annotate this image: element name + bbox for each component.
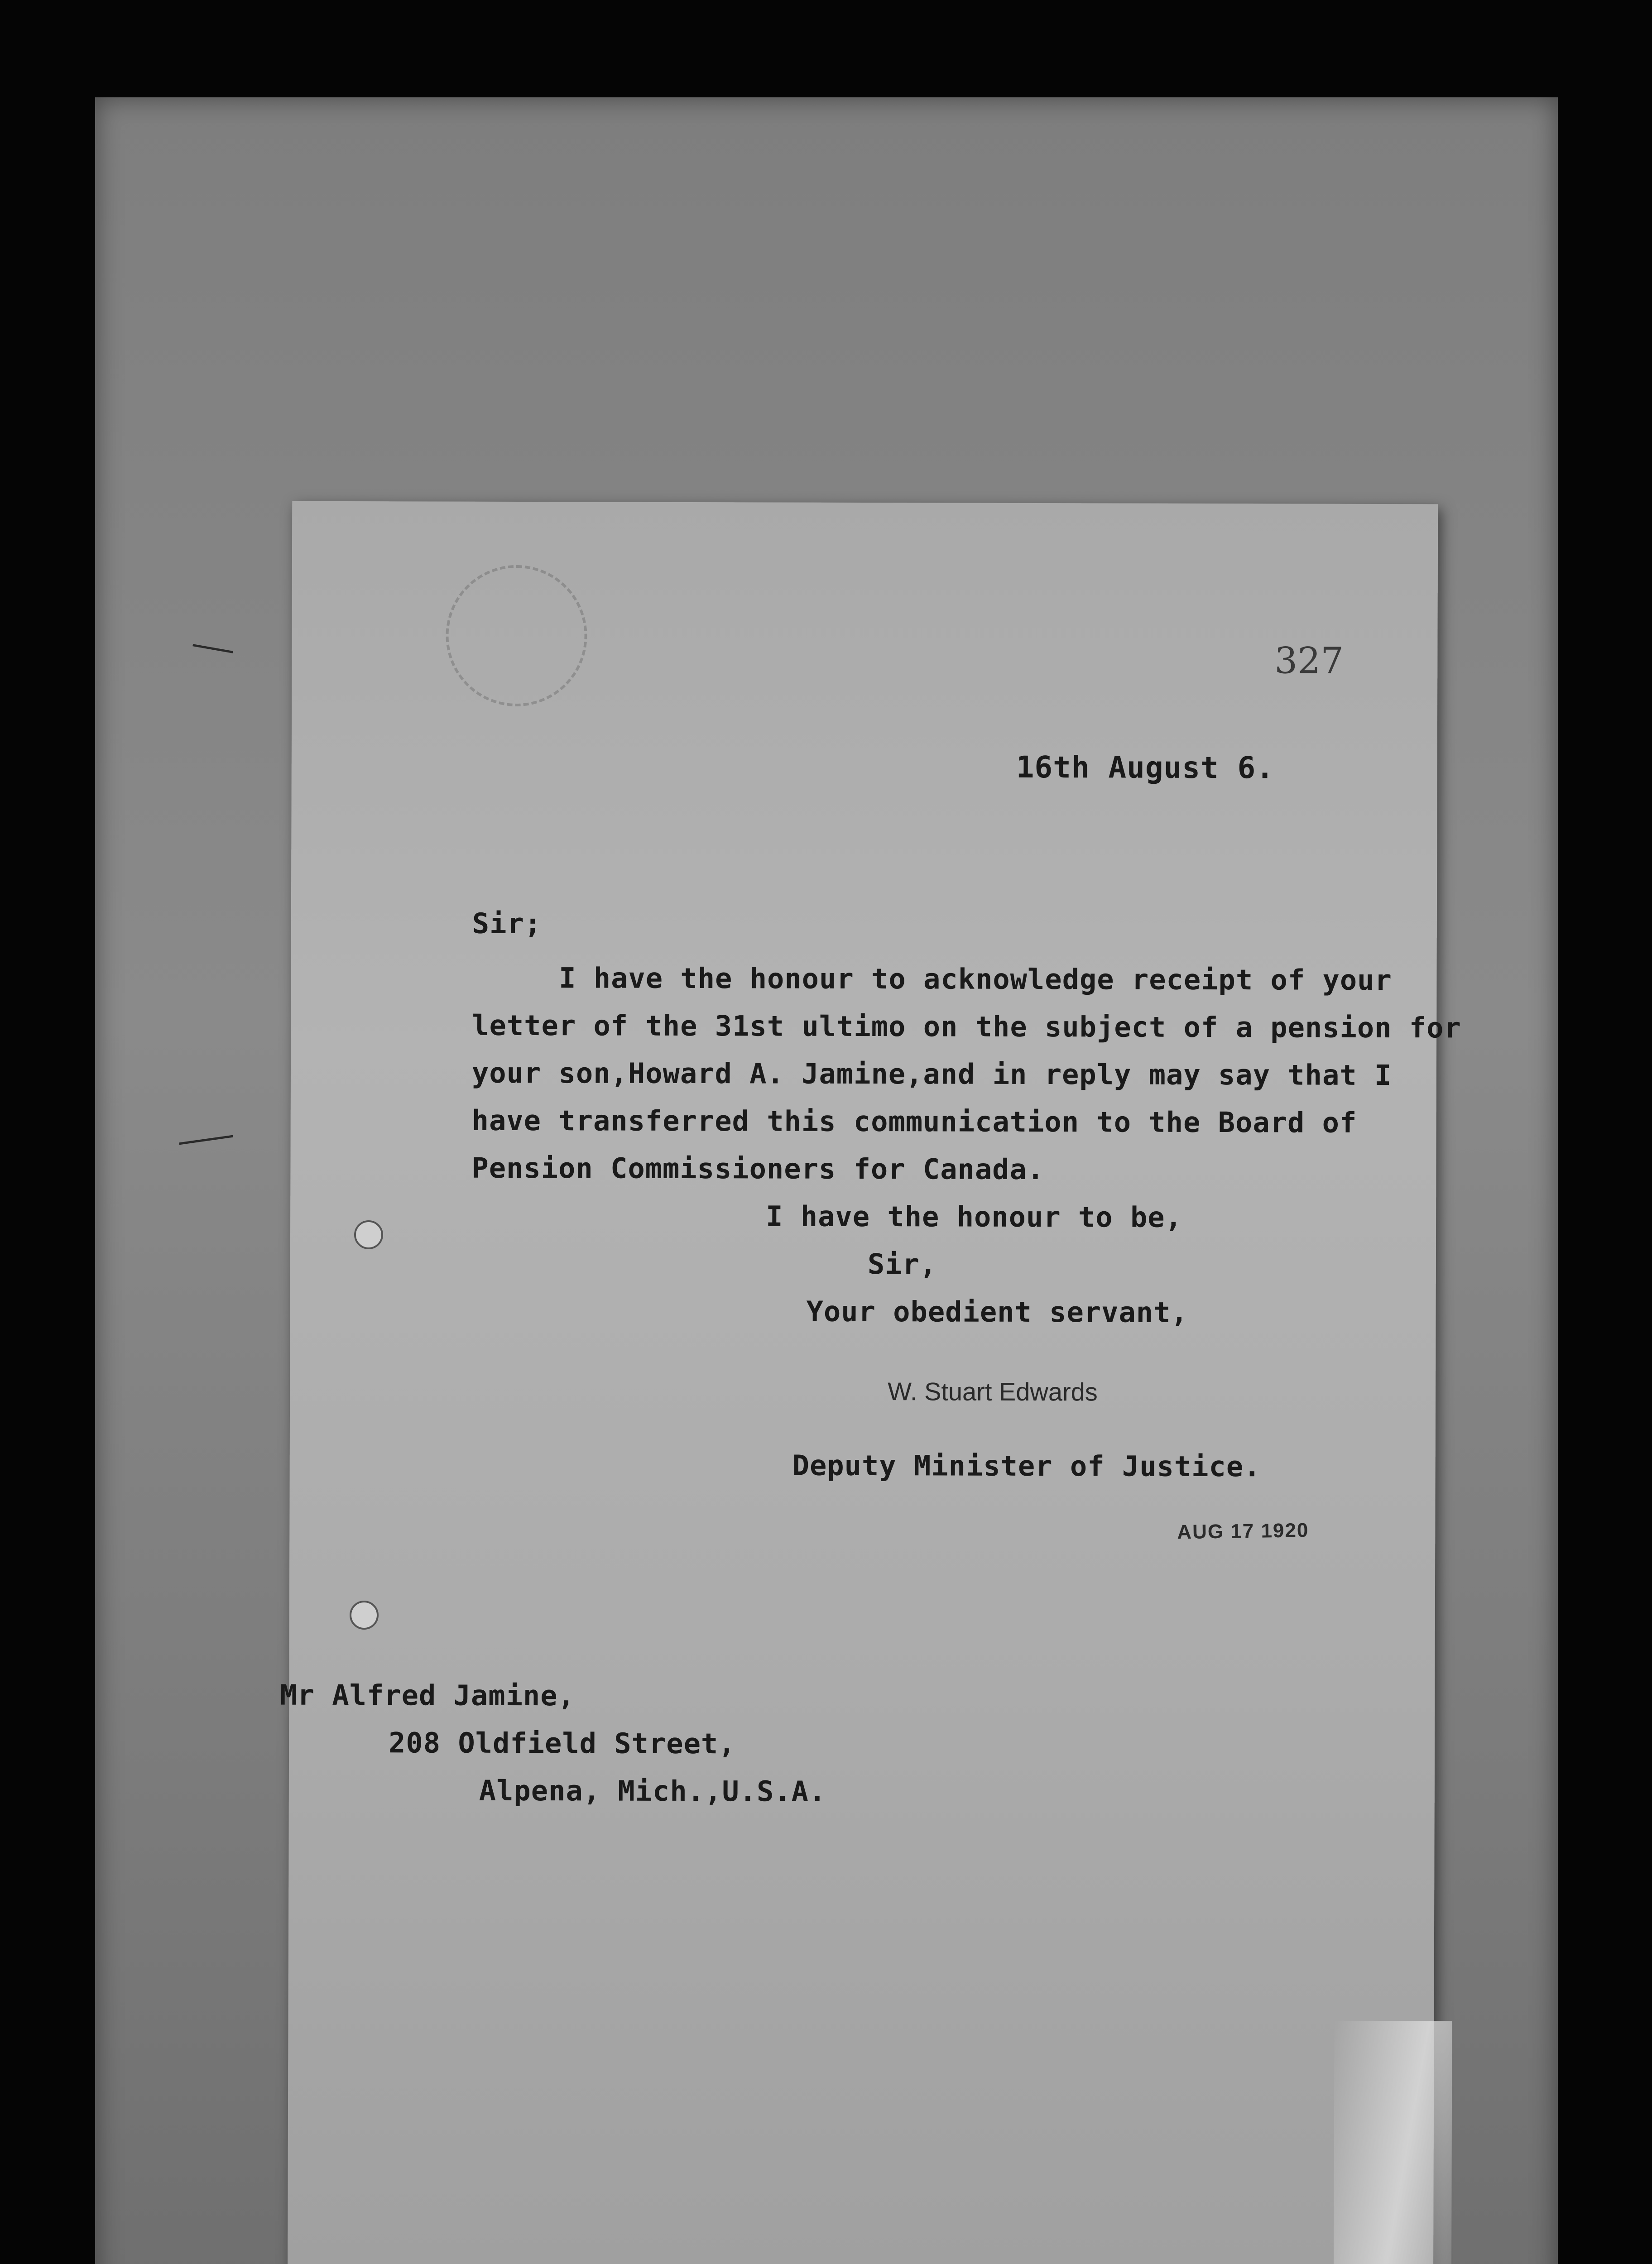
letter-page bbox=[280, 501, 1461, 2264]
body-line: I have the honour to acknowledge receipt of your bbox=[472, 961, 1392, 997]
closing-line: Your obedient servant, bbox=[806, 1295, 1188, 1329]
punch-hole bbox=[350, 1601, 379, 1630]
signature-title: Deputy Minister of Justice. bbox=[792, 1449, 1261, 1483]
faded-seal bbox=[446, 565, 587, 707]
body-line: have transferred this communication to the Board of bbox=[471, 1103, 1357, 1139]
letter-date: 16th August 6. bbox=[1016, 749, 1275, 786]
received-stamp: AUG 17 1920 bbox=[1177, 1519, 1309, 1544]
recipient-city: Alpena, Mich.,U.S.A. bbox=[479, 1774, 826, 1808]
body-line: your son,Howard A. Jamine,and in reply may say that I bbox=[471, 1056, 1392, 1092]
recipient-name: Mr Alfred Jamine, bbox=[280, 1678, 576, 1712]
body-line: Pension Commissioners for Canada. bbox=[471, 1151, 1045, 1186]
salutation: Sir; bbox=[472, 907, 542, 940]
recipient-street: 208 Oldfield Street, bbox=[389, 1726, 736, 1760]
pencil-mark bbox=[179, 1135, 233, 1145]
pencil-mark bbox=[192, 644, 233, 653]
page-number: 327 bbox=[1274, 639, 1344, 682]
closing-line: Sir, bbox=[867, 1247, 937, 1281]
closing-line: I have the honour to be, bbox=[766, 1199, 1183, 1234]
body-line: letter of the 31st ultimo on the subject of a pension for bbox=[472, 1008, 1461, 1045]
punch-hole bbox=[354, 1220, 383, 1249]
signature-name: W. Stuart Edwards bbox=[888, 1377, 1098, 1406]
